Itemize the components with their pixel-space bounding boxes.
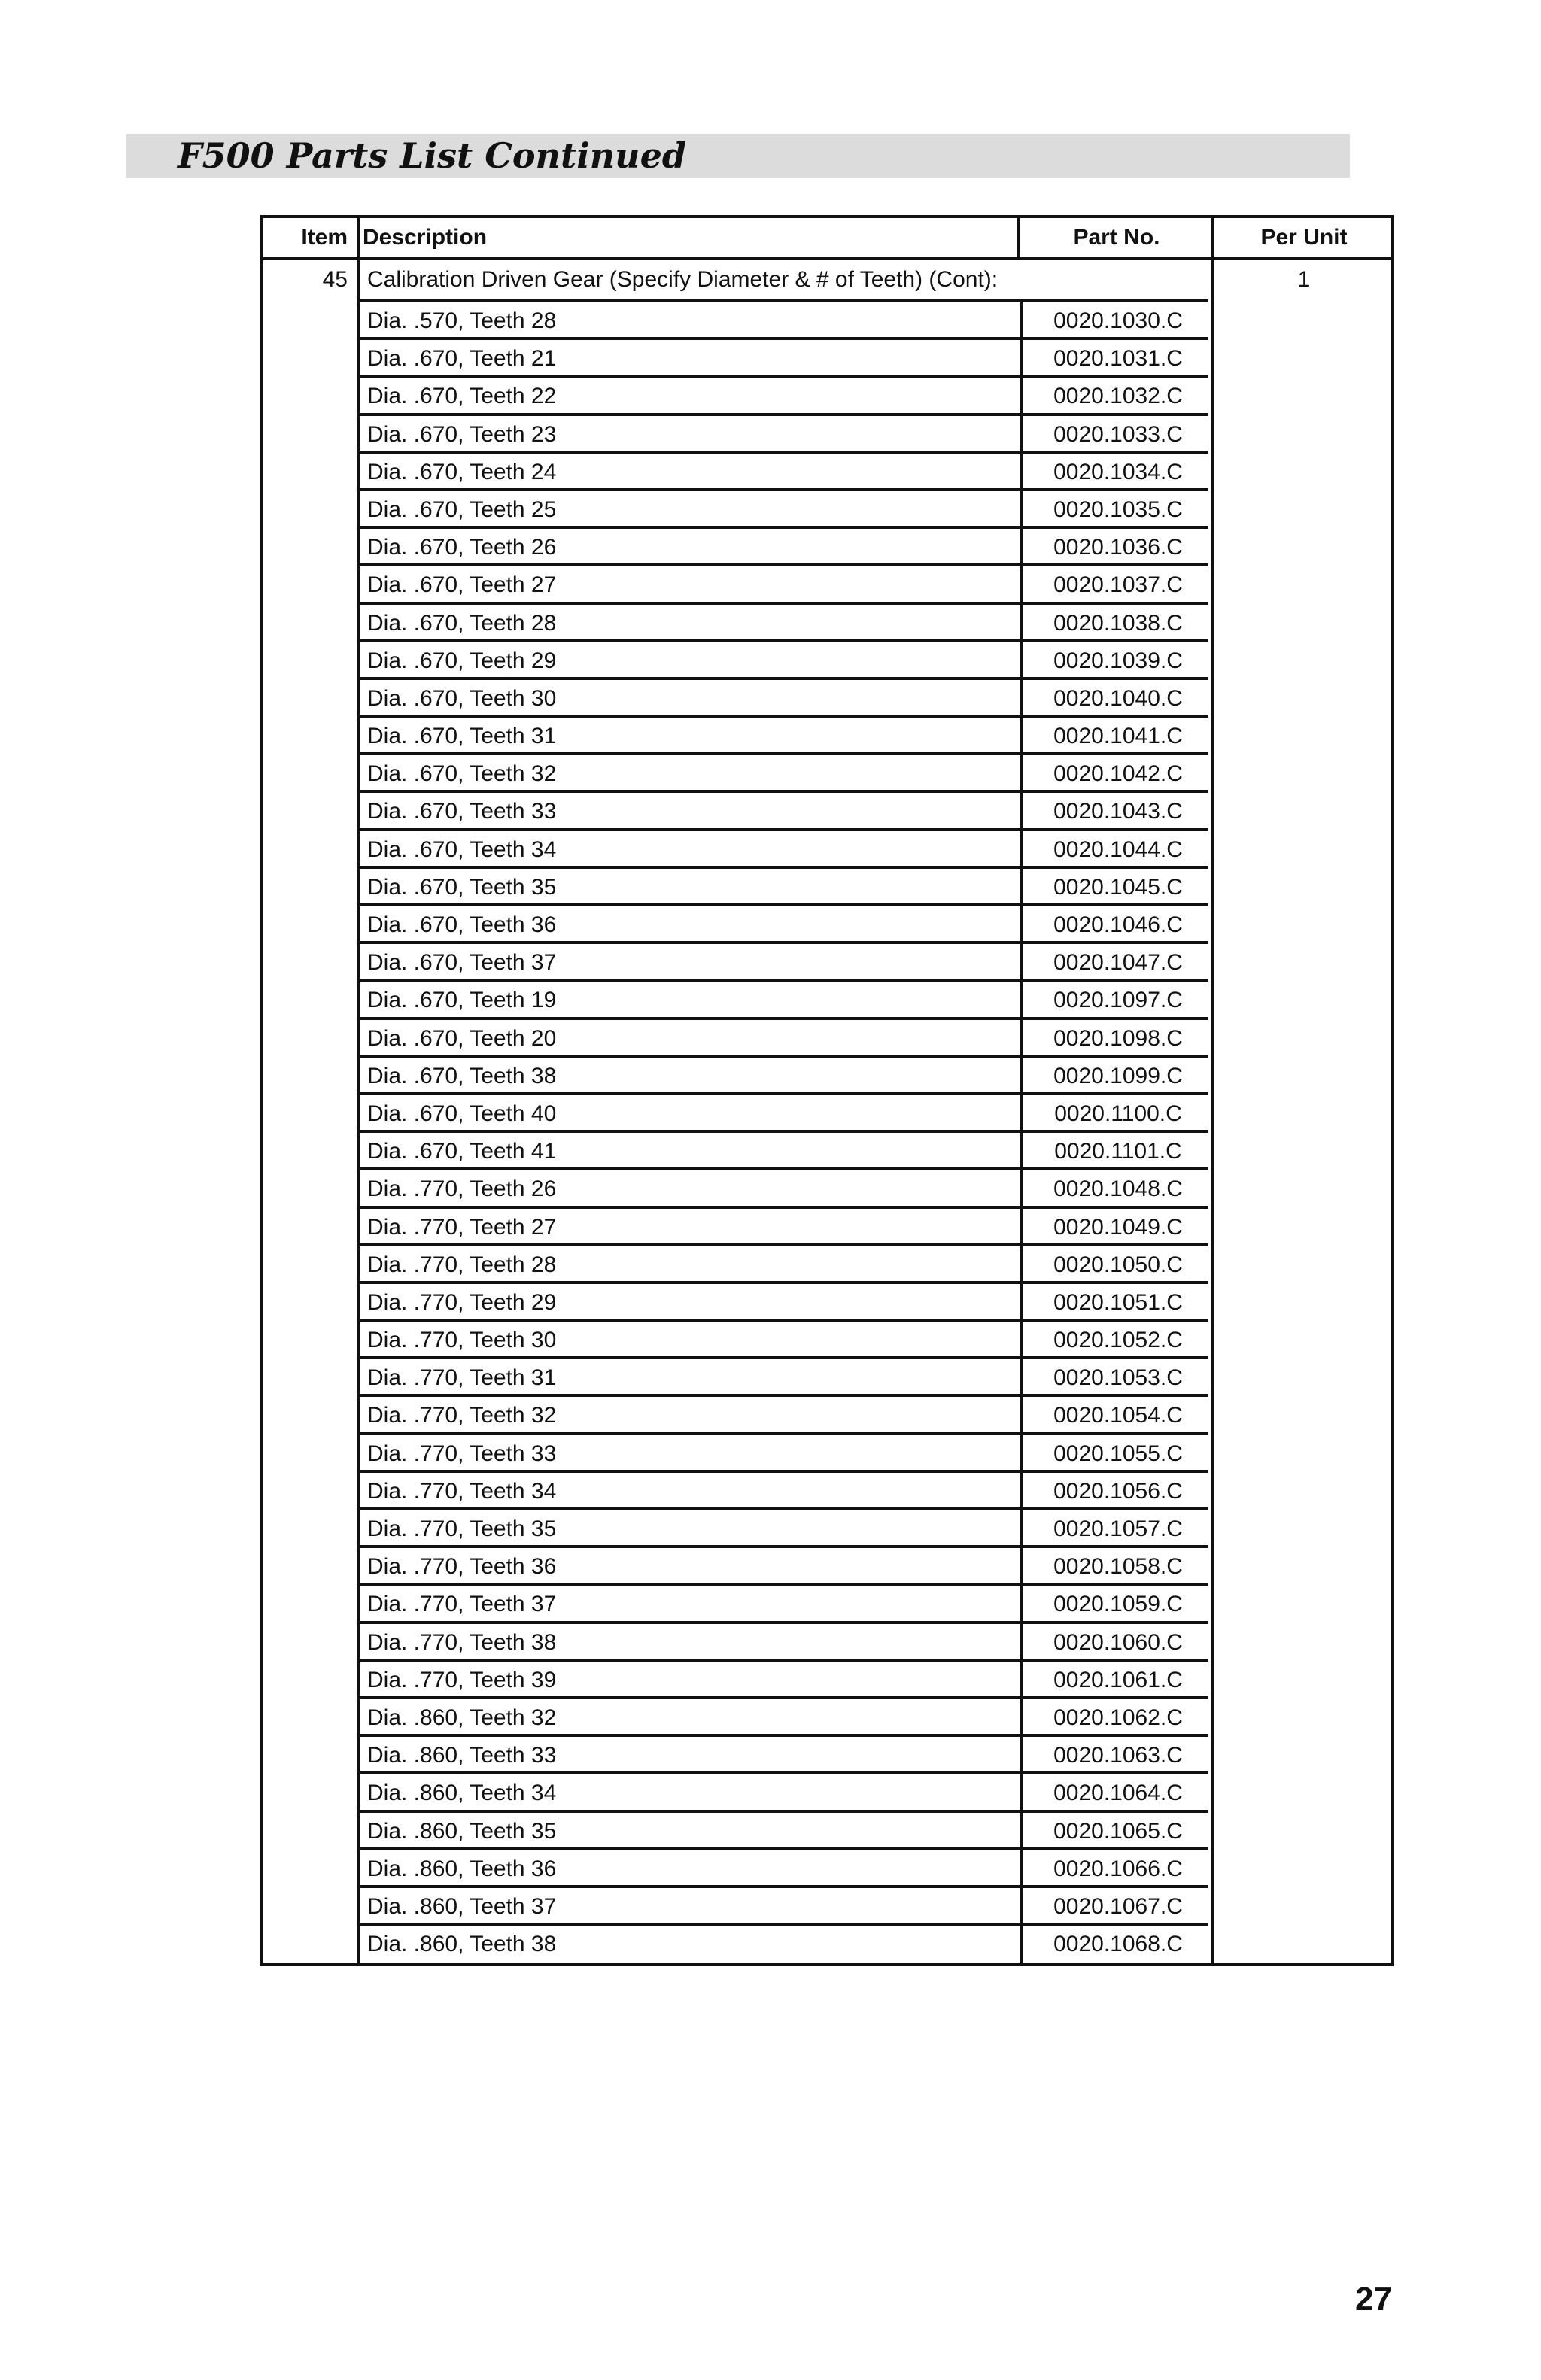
row-part-number: 0020.1047.C — [1020, 944, 1213, 979]
row-part-number: 0020.1030.C — [1020, 302, 1213, 337]
row-part-number: 0020.1043.C — [1020, 793, 1213, 827]
table-row — [360, 680, 1208, 718]
row-part-number: 0020.1040.C — [1020, 680, 1213, 715]
table-row — [360, 1510, 1208, 1548]
row-description: Dia. .670, Teeth 27 — [367, 572, 557, 598]
row-part-number: 0020.1031.C — [1020, 340, 1213, 375]
row-part-number: 0020.1036.C — [1020, 529, 1213, 563]
row-part-number: 0020.1055.C — [1020, 1435, 1213, 1470]
row-part-number: 0020.1046.C — [1020, 906, 1213, 941]
row-description: Dia. .770, Teeth 29 — [367, 1289, 557, 1315]
row-description: Dia. .670, Teeth 26 — [367, 535, 557, 560]
table-row — [360, 1813, 1208, 1850]
row-part-number: 0020.1101.C — [1020, 1133, 1213, 1167]
row-part-number: 0020.1038.C — [1020, 605, 1213, 639]
row-description: Dia. .670, Teeth 21 — [367, 346, 557, 372]
row-description: Dia. .860, Teeth 35 — [367, 1818, 557, 1844]
table-row — [360, 1322, 1208, 1359]
row-description: Dia. .770, Teeth 26 — [367, 1176, 557, 1202]
row-part-number: 0020.1048.C — [1020, 1170, 1213, 1205]
row-part-number: 0020.1054.C — [1020, 1397, 1213, 1431]
row-part-number: 0020.1065.C — [1020, 1813, 1213, 1847]
row-part-number: 0020.1068.C — [1020, 1926, 1213, 1963]
header-description: Description — [363, 225, 488, 250]
table-row — [360, 755, 1208, 793]
table-row — [360, 1246, 1208, 1284]
row-part-number: 0020.1032.C — [1020, 378, 1213, 412]
table-row — [360, 1662, 1208, 1699]
table-row — [360, 1888, 1208, 1926]
row-description: Dia. .770, Teeth 34 — [367, 1478, 557, 1504]
row-description: Dia. .770, Teeth 28 — [367, 1252, 557, 1277]
row-description: Dia. .860, Teeth 32 — [367, 1705, 557, 1730]
item-description: Calibration Driven Gear (Specify Diameter & # of Teeth) (Cont): — [367, 267, 998, 292]
row-description: Dia. .860, Teeth 37 — [367, 1893, 557, 1919]
row-part-number: 0020.1045.C — [1020, 869, 1213, 903]
row-part-number: 0020.1059.C — [1020, 1586, 1213, 1620]
row-part-number: 0020.1097.C — [1020, 982, 1213, 1016]
table-row — [360, 944, 1208, 982]
table-row — [360, 302, 1208, 340]
row-part-number: 0020.1066.C — [1020, 1850, 1213, 1885]
table-row — [360, 378, 1208, 415]
row-description: Dia. .860, Teeth 38 — [367, 1932, 557, 1957]
table-row — [360, 1209, 1208, 1246]
row-description: Dia. .770, Teeth 32 — [367, 1403, 557, 1428]
table-row — [360, 1095, 1208, 1133]
row-description: Dia. .670, Teeth 38 — [367, 1063, 557, 1088]
table-row — [360, 1020, 1208, 1058]
row-description: Dia. .670, Teeth 40 — [367, 1100, 557, 1126]
title-banner — [126, 134, 1350, 178]
row-part-number: 0020.1056.C — [1020, 1473, 1213, 1507]
row-part-number: 0020.1057.C — [1020, 1510, 1213, 1545]
row-description: Dia. .570, Teeth 28 — [367, 308, 557, 333]
row-description: Dia. .670, Teeth 34 — [367, 836, 557, 862]
table-row — [360, 718, 1208, 755]
item-number: 45 — [322, 267, 348, 292]
row-description: Dia. .770, Teeth 36 — [367, 1554, 557, 1580]
table-row — [360, 1926, 1208, 1963]
table-row — [360, 1435, 1208, 1473]
row-description: Dia. .860, Teeth 34 — [367, 1780, 557, 1806]
row-description: Dia. .770, Teeth 33 — [367, 1440, 557, 1466]
table-row — [360, 1774, 1208, 1812]
row-description: Dia. .770, Teeth 30 — [367, 1328, 557, 1353]
table-row — [360, 1170, 1208, 1208]
header-per-unit: Per Unit — [1260, 225, 1348, 250]
row-description: Dia. .770, Teeth 37 — [367, 1592, 557, 1617]
row-part-number: 0020.1051.C — [1020, 1284, 1213, 1319]
row-description: Dia. .860, Teeth 33 — [367, 1743, 557, 1768]
row-part-number: 0020.1098.C — [1020, 1020, 1213, 1055]
parts-table — [260, 215, 1394, 1966]
row-part-number: 0020.1067.C — [1020, 1888, 1213, 1923]
row-part-number: 0020.1099.C — [1020, 1058, 1213, 1092]
header-part-no: Part No. — [1073, 225, 1160, 250]
row-description: Dia. .770, Teeth 31 — [367, 1365, 557, 1391]
part-rows — [360, 302, 1208, 1963]
table-row — [360, 605, 1208, 642]
table-row — [360, 1359, 1208, 1397]
row-description: Dia. .860, Teeth 36 — [367, 1856, 557, 1881]
row-description: Dia. .670, Teeth 28 — [367, 610, 557, 636]
row-description: Dia. .770, Teeth 38 — [367, 1629, 557, 1655]
row-part-number: 0020.1037.C — [1020, 566, 1213, 601]
table-row — [360, 1058, 1208, 1095]
table-row — [360, 1473, 1208, 1510]
table-row — [360, 869, 1208, 906]
table-row — [360, 642, 1208, 680]
table-row — [360, 1284, 1208, 1322]
row-part-number: 0020.1061.C — [1020, 1662, 1213, 1696]
table-row — [360, 416, 1208, 454]
table-row — [360, 831, 1208, 869]
row-description: Dia. .670, Teeth 31 — [367, 724, 557, 749]
row-part-number: 0020.1062.C — [1020, 1699, 1213, 1734]
table-row — [360, 491, 1208, 529]
item-row — [322, 260, 1311, 302]
row-part-number: 0020.1064.C — [1020, 1774, 1213, 1809]
table-row — [360, 566, 1208, 604]
row-part-number: 0020.1035.C — [1020, 491, 1213, 526]
row-description: Dia. .670, Teeth 20 — [367, 1025, 557, 1051]
row-description: Dia. .770, Teeth 27 — [367, 1214, 557, 1240]
row-part-number: 0020.1049.C — [1020, 1209, 1213, 1243]
table-row — [360, 982, 1208, 1019]
row-description: Dia. .670, Teeth 35 — [367, 874, 557, 900]
row-part-number: 0020.1060.C — [1020, 1624, 1213, 1659]
table-row — [360, 1624, 1208, 1662]
row-description: Dia. .670, Teeth 22 — [367, 384, 557, 409]
row-part-number: 0020.1053.C — [1020, 1359, 1213, 1394]
table-row — [360, 454, 1208, 491]
item-per-unit: 1 — [1297, 267, 1311, 292]
row-part-number: 0020.1041.C — [1020, 718, 1213, 752]
table-row — [360, 1699, 1208, 1737]
row-description: Dia. .670, Teeth 23 — [367, 421, 557, 447]
table-row — [360, 1397, 1208, 1434]
table-row — [360, 1586, 1208, 1623]
row-part-number: 0020.1039.C — [1020, 642, 1213, 677]
row-part-number: 0020.1058.C — [1020, 1548, 1213, 1583]
row-description: Dia. .770, Teeth 39 — [367, 1667, 557, 1692]
table-row — [360, 793, 1208, 830]
row-description: Dia. .670, Teeth 19 — [367, 988, 557, 1013]
row-part-number: 0020.1033.C — [1020, 416, 1213, 451]
row-description: Dia. .670, Teeth 32 — [367, 761, 557, 787]
table-row — [360, 529, 1208, 566]
row-description: Dia. .670, Teeth 30 — [367, 685, 557, 711]
row-part-number: 0020.1050.C — [1020, 1246, 1213, 1281]
row-part-number: 0020.1042.C — [1020, 755, 1213, 790]
row-part-number: 0020.1063.C — [1020, 1737, 1213, 1771]
row-part-number: 0020.1044.C — [1020, 831, 1213, 866]
row-part-number: 0020.1052.C — [1020, 1322, 1213, 1356]
row-description: Dia. .670, Teeth 33 — [367, 799, 557, 824]
page-number: 27 — [1355, 2281, 1392, 2318]
table-row — [360, 1737, 1208, 1774]
header-item: Item — [301, 225, 348, 250]
table-header — [263, 218, 1391, 260]
row-description: Dia. .670, Teeth 24 — [367, 459, 557, 484]
table-row — [360, 340, 1208, 378]
row-description: Dia. .770, Teeth 35 — [367, 1516, 557, 1541]
row-description: Dia. .670, Teeth 37 — [367, 950, 557, 976]
table-row — [360, 1133, 1208, 1170]
row-part-number: 0020.1034.C — [1020, 454, 1213, 488]
row-description: Dia. .670, Teeth 25 — [367, 496, 557, 522]
table-row — [360, 906, 1208, 944]
row-description: Dia. .670, Teeth 41 — [367, 1139, 557, 1164]
row-description: Dia. .670, Teeth 36 — [367, 912, 557, 937]
page-title: F500 Parts List Continued — [178, 135, 687, 176]
table-row — [360, 1850, 1208, 1888]
table-row — [360, 1548, 1208, 1586]
row-description: Dia. .670, Teeth 29 — [367, 648, 557, 673]
row-part-number: 0020.1100.C — [1020, 1095, 1213, 1130]
